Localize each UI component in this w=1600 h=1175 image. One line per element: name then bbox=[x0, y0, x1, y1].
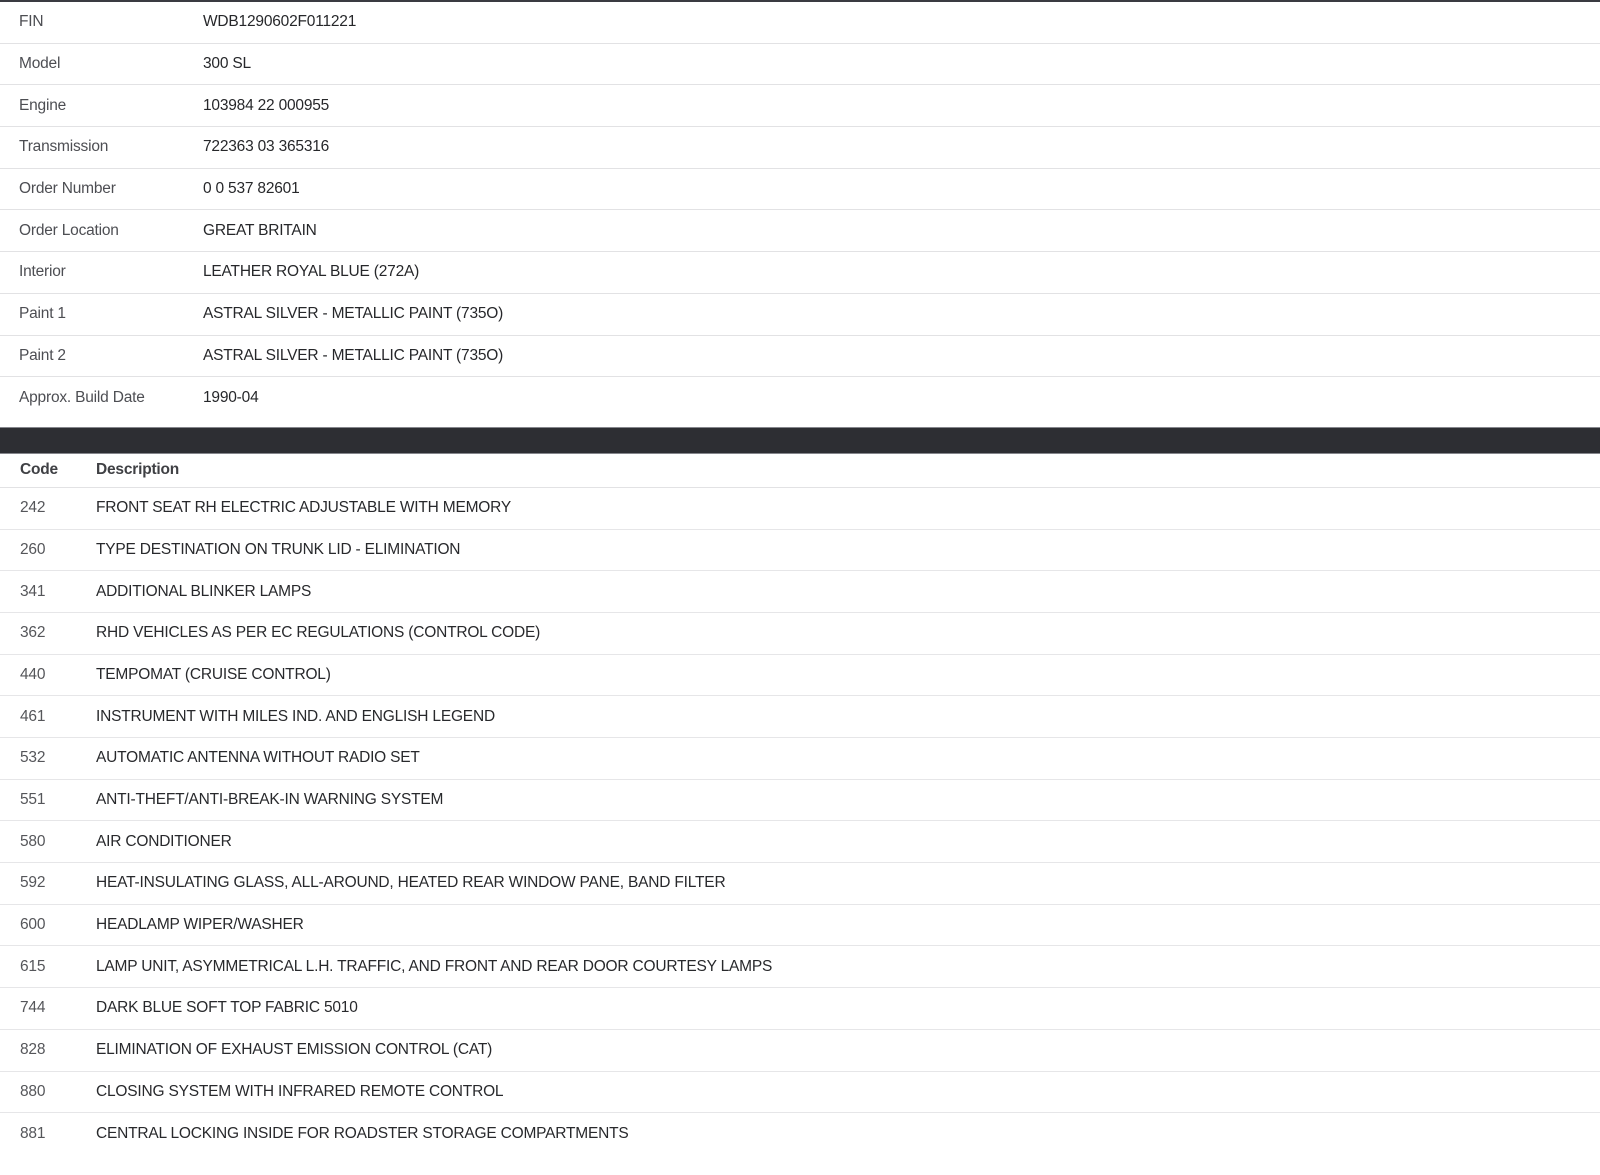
option-row bbox=[0, 821, 1600, 863]
spec-row bbox=[0, 252, 1600, 294]
description-column-header: Description bbox=[96, 461, 180, 479]
option-row bbox=[0, 530, 1600, 572]
options-table-body bbox=[0, 488, 1600, 1155]
option-code: 828 bbox=[20, 1041, 46, 1059]
option-code: 461 bbox=[20, 707, 46, 725]
option-row bbox=[0, 738, 1600, 780]
spec-row bbox=[0, 44, 1600, 86]
spec-row bbox=[0, 127, 1600, 169]
option-description: HEADLAMP WIPER/WASHER bbox=[96, 916, 304, 934]
option-description: ADDITIONAL BLINKER LAMPS bbox=[96, 582, 312, 600]
spec-label: Order Number bbox=[19, 180, 116, 198]
spec-value: LEATHER ROYAL BLUE (272A) bbox=[203, 263, 420, 281]
option-row bbox=[0, 780, 1600, 822]
spec-row bbox=[0, 2, 1600, 44]
spec-value: ASTRAL SILVER - METALLIC PAINT (735O) bbox=[203, 305, 504, 323]
option-row bbox=[0, 905, 1600, 947]
code-column-header: Code bbox=[20, 461, 58, 479]
option-code: 532 bbox=[20, 749, 46, 767]
vehicle-spec-table bbox=[0, 0, 1600, 419]
option-description: AIR CONDITIONER bbox=[96, 832, 232, 850]
option-row bbox=[0, 1030, 1600, 1072]
spec-value: WDB1290602F011221 bbox=[203, 13, 357, 31]
options-table bbox=[0, 454, 1600, 1155]
spec-value: 103984 22 000955 bbox=[203, 96, 330, 114]
spec-label: Interior bbox=[19, 263, 66, 281]
option-row bbox=[0, 613, 1600, 655]
spec-label: Engine bbox=[19, 96, 67, 114]
option-code: 242 bbox=[20, 499, 46, 517]
spec-value: ASTRAL SILVER - METALLIC PAINT (735O) bbox=[203, 346, 504, 364]
option-code: 880 bbox=[20, 1082, 46, 1100]
spec-row bbox=[0, 169, 1600, 211]
option-code: 440 bbox=[20, 665, 46, 683]
option-code: 551 bbox=[20, 791, 46, 809]
spec-value: 1990-04 bbox=[203, 389, 259, 407]
option-description: ANTI-THEFT/ANTI-BREAK-IN WARNING SYSTEM bbox=[96, 791, 444, 809]
option-row bbox=[0, 1113, 1600, 1155]
option-description: ELIMINATION OF EXHAUST EMISSION CONTROL (CAT) bbox=[96, 1041, 493, 1059]
spec-row bbox=[0, 377, 1600, 419]
option-description: LAMP UNIT, ASYMMETRICAL L.H. TRAFFIC, AND FRONT AND REAR DOOR COURTESY LAMPS bbox=[96, 957, 773, 975]
option-code: 341 bbox=[20, 582, 46, 600]
option-description: RHD VEHICLES AS PER EC REGULATIONS (CONTROL CODE) bbox=[96, 624, 541, 642]
option-row bbox=[0, 1072, 1600, 1114]
option-code: 744 bbox=[20, 999, 46, 1017]
option-description: TEMPOMAT (CRUISE CONTROL) bbox=[96, 665, 331, 683]
spec-value: 0 0 537 82601 bbox=[203, 180, 300, 198]
option-description: CENTRAL LOCKING INSIDE FOR ROADSTER STORAGE COMPARTMENTS bbox=[96, 1125, 629, 1143]
spec-label: Paint 2 bbox=[19, 346, 66, 364]
spec-row bbox=[0, 85, 1600, 127]
option-code: 615 bbox=[20, 957, 46, 975]
spec-label: FIN bbox=[19, 13, 44, 31]
option-description: CLOSING SYSTEM WITH INFRARED REMOTE CONTROL bbox=[96, 1082, 504, 1100]
option-code: 600 bbox=[20, 916, 46, 934]
option-row bbox=[0, 571, 1600, 613]
spec-row bbox=[0, 210, 1600, 252]
option-row bbox=[0, 696, 1600, 738]
spec-value: 722363 03 365316 bbox=[203, 138, 330, 156]
option-description: TYPE DESTINATION ON TRUNK LID - ELIMINATION bbox=[96, 540, 461, 558]
option-code: 881 bbox=[20, 1125, 46, 1143]
option-description: FRONT SEAT RH ELECTRIC ADJUSTABLE WITH MEMORY bbox=[96, 499, 512, 517]
option-description: INSTRUMENT WITH MILES IND. AND ENGLISH LEGEND bbox=[96, 707, 495, 725]
option-code: 260 bbox=[20, 540, 46, 558]
option-code: 592 bbox=[20, 874, 46, 892]
spec-value: GREAT BRITAIN bbox=[203, 221, 317, 239]
spec-value: 300 SL bbox=[203, 55, 251, 73]
spec-row bbox=[0, 294, 1600, 336]
options-header-row bbox=[0, 454, 1600, 488]
spec-label: Transmission bbox=[19, 138, 109, 156]
spec-label: Order Location bbox=[19, 221, 119, 239]
option-code: 580 bbox=[20, 832, 46, 850]
option-description: HEAT-INSULATING GLASS, ALL-AROUND, HEATED REAR WINDOW PANE, BAND FILTER bbox=[96, 874, 726, 892]
option-row bbox=[0, 988, 1600, 1030]
option-row bbox=[0, 655, 1600, 697]
spec-label: Approx. Build Date bbox=[19, 389, 145, 407]
spec-label: Paint 1 bbox=[19, 305, 66, 323]
option-row bbox=[0, 488, 1600, 530]
section-divider-bar bbox=[0, 427, 1600, 454]
option-description: AUTOMATIC ANTENNA WITHOUT RADIO SET bbox=[96, 749, 420, 767]
option-description: DARK BLUE SOFT TOP FABRIC 5010 bbox=[96, 999, 358, 1017]
option-row bbox=[0, 863, 1600, 905]
option-code: 362 bbox=[20, 624, 46, 642]
spec-label: Model bbox=[19, 55, 61, 73]
spec-row bbox=[0, 336, 1600, 378]
option-row bbox=[0, 946, 1600, 988]
